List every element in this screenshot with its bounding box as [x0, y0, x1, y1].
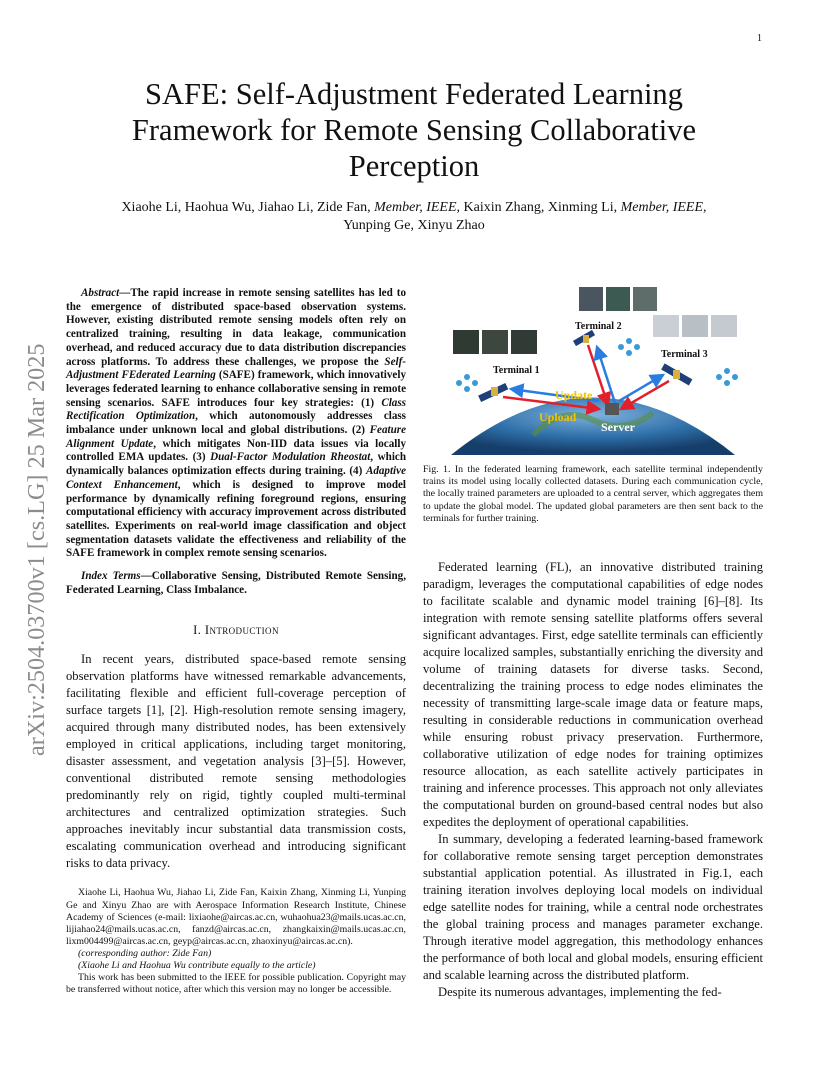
server-label: Server — [601, 420, 635, 434]
intro-paragraph-right-3: Despite its numerous advantages, implementing the fed- — [438, 985, 722, 999]
index-terms-text: —Collaborative Sensing, Distributed Remote Sensing, Federated Learning, Class Imbalance. — [66, 570, 406, 596]
terminal2-image-thumbnails — [579, 287, 657, 311]
section-title: Introduction — [204, 623, 279, 638]
member-note-1: Member, IEEE, — [374, 200, 461, 215]
abstract-text-1: —The rapid increase in remote sensing satellites has led to the emergence of distributed space-based observation systems. However, existing distributed remote sensing models often rely on centralized training, resulting in data leakage, communication overhead, and reduced accuracy due to data distribution discrepancies across platforms. To address these challenges, we propose the — [66, 287, 406, 368]
author-list — [80, 199, 748, 235]
index-terms-label: Index Terms — [81, 570, 141, 583]
authors-line2: Yunping Ge, Xinyu Zhao — [343, 218, 485, 233]
section-heading — [66, 622, 406, 639]
intro-paragraph-right-1: Federated learning (FL), an innovative distributed training paradigm, leverages the computational capabilities of edge nodes to facilitate scalable and dynamic model training [6]–[8]. Its integration with remote sensing satellite platforms offers several significant advantages. First, edge satellite terminals can efficiently acquire localized samples, substantially enriching the diversity and volume of training datasets for diverse tasks. Second, decentralizing the training process to edge nodes eliminates the necessity of transmitting large-scale image data or feature maps, resulting in considerable reductions in communication overhead while ensuring robust privacy preservation. Furthermore, collaborative utilization of edge nodes for training optimizes resource allocation, as each satellite actively participates in training and inference processes. This approach not only alleviates the computational burden on ground-based central nodes but also expedites the deployment of operational capabilities. — [423, 560, 763, 829]
terminal3-label: Terminal 3 — [661, 349, 708, 360]
upload-label: Upload — [539, 410, 577, 424]
satellite-terminal2-icon — [573, 330, 595, 346]
footnote-equal: (Xiaohe Li and Haohua Wu contribute equally to the article) — [78, 960, 316, 972]
abstract-strategy-2: Feature Alignment Update — [66, 424, 406, 450]
member-note-2: Member, IEEE, — [620, 200, 707, 215]
authors-line1b: Kaixin Zhang, Xinming Li, — [463, 200, 618, 215]
update-label: Update — [555, 388, 593, 402]
neural-network-icon-2 — [618, 338, 640, 356]
arxiv-stamp — [0, 258, 56, 758]
paper-title: SAFE: Self-Adjustment Federated Learning Framework for Remote Sensing Collaborative Perception — [131, 77, 697, 183]
abstract-text-6: , which is designed to improve model performance by dynamically refining foreground regions, ensuring computational efficiency with accuracy improvement across distributed satellites. Experiments on real-world image classification and object segmentation datasets validate the effectiveness and reliability of the SAFE framework in complex remote sensing scenarios. — [66, 478, 406, 560]
update-arrow-2 — [597, 347, 615, 403]
intro-paragraph-left: In recent years, distributed space-based remote sensing observation platforms have witnessed remarkable advancements, facilitating flexible and efficient full-coverage perception of surface targets [1], [2]. High-resolution remote sensing imagery, acquired through many distributed nodes, has been extensively employed in critical applications, including target monitoring, disaster assessment, and vegetation analysis [3]–[5]. However, conventional distributed remote sensing methodologies predominantly rely on rigid, tightly coupled multi-terminal architectures and centralized optimization strategies. Such approaches inevitably incur substantial data transmission costs, escalating communication overhead and introducing significant risks to data privacy. — [66, 652, 406, 871]
satellite-terminal1-icon — [478, 383, 508, 402]
abstract-strategy-3: Dual-Factor Modulation Rheostat — [210, 451, 371, 464]
footnote-corresponding: (corresponding author: Zide Fan) — [78, 947, 212, 959]
abstract-text-5: , which dynamically balances optimization effects during training. (4) — [66, 451, 406, 478]
authors-line1a: Xiaohe Li, Haohua Wu, Jiahao Li, Zide Fan, — [121, 200, 371, 215]
figure-1 — [423, 285, 763, 455]
terminal2-label: Terminal 2 — [575, 321, 622, 332]
terminal1-image-thumbnails — [453, 330, 537, 354]
abstract-strategy-1: Class Rectification Optimization — [66, 396, 406, 423]
left-column — [66, 287, 406, 996]
terminal3-image-thumbnails — [653, 315, 737, 337]
intro-paragraph-right-2: In summary, developing a federated learning-based framework for collaborative remote sensing target perception demonstrates substantial application potential. As illustrated in Fig.1, each training iteration involves deploying local models on individual edge satellite nodes for training, while a central node orchestrates the global training process and manages parameter exchange. Through iterative model aggregation, this methodology enhances the performance of both local and global models, ensuring efficient and scalable learning across the distributed platform. — [423, 832, 763, 982]
right-column — [423, 559, 763, 1001]
abstract-text-4: , which mitigates Non-IID data issues via locally controlled EMA updates. (3) — [66, 437, 406, 464]
abstract-text-3: , which autonomously addresses class imbalance under unknown local and global distributions. (2) — [66, 410, 407, 437]
footnote-affiliation: Xiaohe Li, Haohua Wu, Jiahao Li, Zide Fan, Kaixin Zhang, Xinming Li, Yunping Ge and Xinyu Zhao are with Aerospace Information Research Institute, Chinese Academy of Sciences (e-mail: lixiaohe@aircas.ac.cn, wuhaohua23@mails.ucas.ac.cn, lijiahao24@mails.ucas.ac.cn, fanzd@aircas.ac.cn, zhangkaixin@mails.ucas.ac.cn, lixm004499@aircas.ac.cn, geyp@aircas.ac.cn, zhaoxinyu@aircas.ac.cn). — [66, 887, 406, 947]
abstract — [66, 287, 406, 561]
neural-network-icon-3 — [716, 368, 738, 386]
index-terms — [66, 570, 406, 597]
abstract-strategy-4: Adaptive Context Enhancement — [66, 465, 406, 491]
neural-network-icon-1 — [456, 374, 478, 392]
abstract-text-2: (SAFE) framework, which innovatively leverages federated learning to enhance collaborative sensing in remote sensing scenarios. SAFE introduces four key strategies: (1) — [66, 369, 406, 409]
figure-caption: Fig. 1. In the federated learning framework, each satellite terminal independently trains its model using locally collected datasets. During each communication cycle, the locally trained parameters are uploaded to a central server, which aggregates them to update the global model. The updated global parameters are then sent back to the terminals for further training. — [423, 464, 763, 524]
section-number: I. — [193, 623, 202, 638]
earth-globe — [451, 398, 735, 456]
terminal1-label: Terminal 1 — [493, 365, 540, 376]
page-number: 1 — [757, 33, 762, 44]
abstract-framework-name: Self-Adjustment FEderated Learning — [66, 355, 406, 382]
footnote-submitted: This work has been submitted to the IEEE for possible publication. Copyright may be transferred without notice, after which this version may no longer be accessible. — [66, 972, 406, 996]
footnote — [66, 887, 406, 996]
server-icon — [605, 403, 619, 415]
arxiv-id: arXiv:2504.03700v1 [cs.LG] 25 Mar 2025 — [23, 343, 50, 756]
abstract-label: Abstract — [81, 287, 120, 299]
